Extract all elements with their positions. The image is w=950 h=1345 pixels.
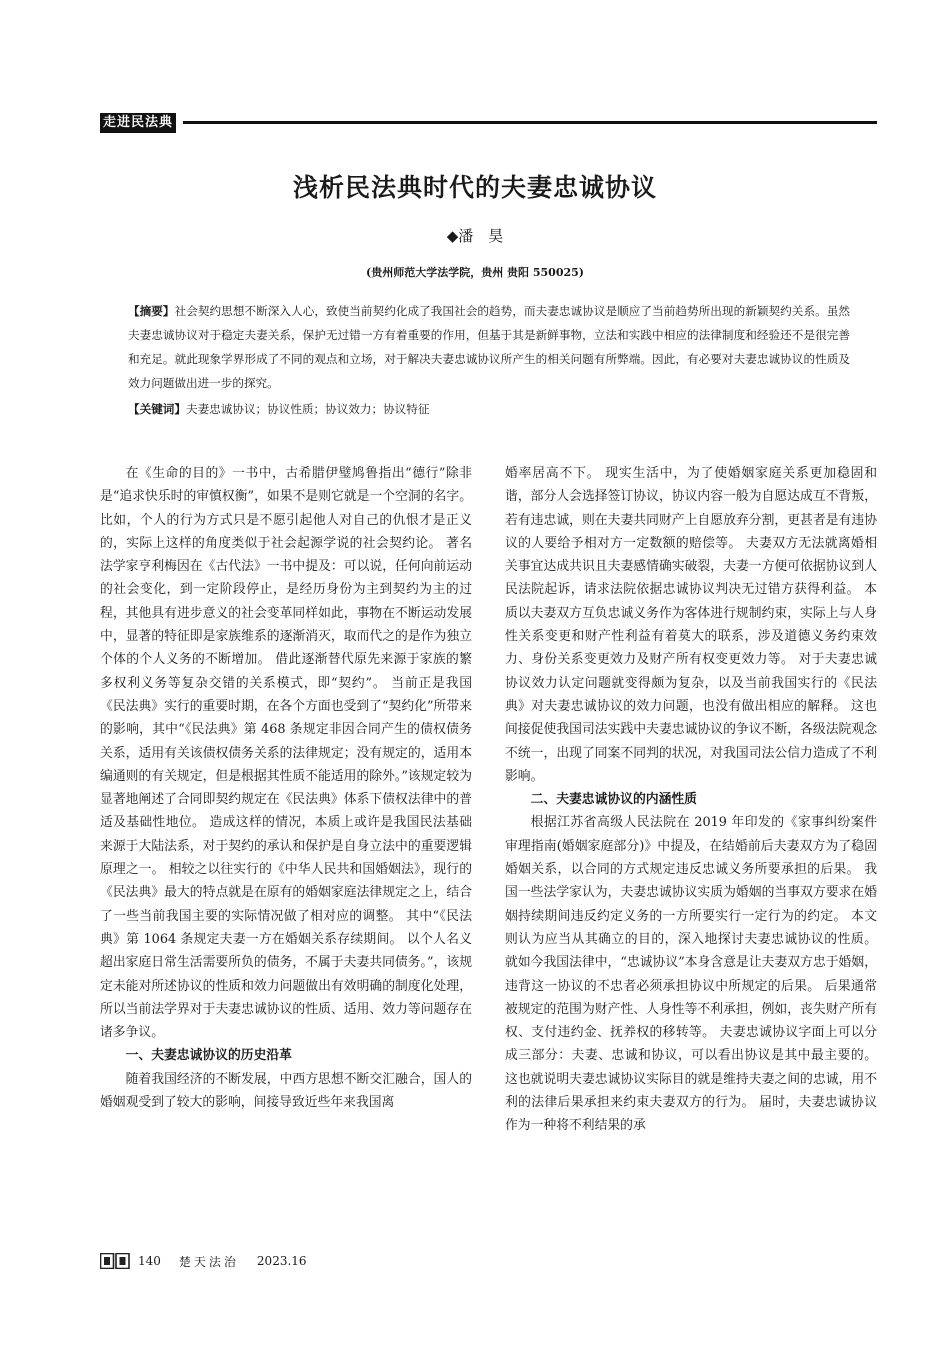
- journal-logo-icon: [100, 1253, 130, 1269]
- left-column: [100, 462, 472, 1114]
- body-paragraph: 在《生命的目的》一书中，古希腊伊璧鸠鲁指出“德行”除非是“追求快乐时的审慎权衡”，如果不是则它就是一个空洞的名字。 比如，个人的行为方式只是不愿引起他人对自己的仇恨才是正义的，实际上这样的角度类似于社会起源学说的社会契约论。 著名法学家亨利梅因在《古代法》一书中提及：可以说，任何向前运动的社会变化，到一定阶段停止，是经历身份为主到契约为主的过程，其他具有进步意义的社会变革同样如此，事物在不断运动发展中，显著的特征即是家族维系的逐渐消灭，取而代之的是作为独立个体的个人义务的不断增加。 借此逐渐替代原先来源于家族的繁多权利义务等复杂交错的关系模式，即“契约”。 当前正是我国《民法典》实行的重要时期，在各个方面也受到了“契约化”所带来的影响，其中“《民法典》第 468 条规定非因合同产生的债权债务关系，适用有关该债权债务关系的法律规定；没有规定的，适用本编通则的有关规定，但是根据其性质不能适用的除外。”该规定较为显著地阐述了合同即契约规定在《民法典》体系下债权法律中的普适及基础性地位。 造成这样的情况，本质上或许是我国民法基础来源于大陆法系，对于契约的承认和保护是自身立法中的重要逻辑原理之一。 相较之以往实行的《中华人民共和国婚姻法》，现行的《民法典》最大的特点就是在原有的婚姻家庭法律规定之上，结合了一些当前我国主要的实际情况做了相对应的调整。 其中“《民法典》第 1064 条规定夫妻一方在婚姻关系存续期间。 以个人名义超出家庭日常生活需要所负的债务，不属于夫妻共同债务。”，该规定未能对所述协议的性质和效力问题做出有效明确的制度化处理，所以当前法学界对于夫妻忠诚协议的性质、适用、效力等问题存在诸多争议。: [100, 466, 472, 1041]
- abstract-text: 社会契约思想不断深入人心，致使当前契约化成了我国社会的趋势，而夫妻忠诚协议是顺应了当前趋势所出现的新颖契约关系。虽然夫妻忠诚协议对于稳定夫妻关系，保护无过错一方有着重要的作用，但基于其是新鲜事物，立法和实践中相应的法律制度和经验还不是很完善和充足。就此现象学界形成了不同的观点和立场，对于解决夫妻忠诚协议所产生的相关问题有所弊端。因此，有必要对夫妻忠诚协议的性质及效力问题做出进一步的探究。: [128, 304, 850, 390]
- author-affiliation: (贵州师范大学法学院，贵州 贵阳 550025): [366, 266, 584, 279]
- publication-name: 楚天法治: [178, 1254, 239, 1269]
- keywords-text: 夫妻忠诚协议；协议性质；协议效力；协议特征: [185, 402, 430, 416]
- section-heading: 二、夫妻忠诚协议的内涵性质: [530, 792, 697, 808]
- keywords-label: 【关键词】: [128, 402, 186, 416]
- page-number: 140: [138, 1254, 161, 1268]
- abstract: [128, 299, 850, 395]
- issue-number: 2023.16: [256, 1254, 307, 1268]
- right-column: [505, 462, 877, 1138]
- abstract-label: 【摘要】: [128, 304, 175, 318]
- page-footer: [100, 1251, 325, 1271]
- body-paragraph: 根据江苏省高级人民法院在 2019 年印发的《家事纠纷案件审理指南(婚姻家庭部分)》中提及，在结婚前后夫妻双方为了稳固婚姻关系，以合同的方式规定违反忠诚义务所要承担的后果。 我国一些法学家认为，夫妻忠诚协议实质为婚姻的当事双方要求在婚姻持续期间违反约定义务的一方所要实行一定行为的约定。 本文则认为应当从其确立的目的，深入地探讨夫妻忠诚协议的性质。 就如今我国法律中，“忠诚协议”本身含意是让夫妻双方忠于婚姻，违背这一协议的不忠者必须承担协议中所规定的后果。 后果通常被规定的范围为财产性、人身性等不利承担，例如，丧失财产所有权、支付违约金、抚养权的移转等。 夫妻忠诚协议字面上可以分成三部分：夫妻、忠诚和协议，可以看出协议是其中最主要的。 这也就说明夫妻忠诚协议实际目的就是维持夫妻之间的忠诚，用不利的法律后果承担来约束夫妻双方的行为。 届时，夫妻忠诚协议作为一种将不利结果的承: [505, 815, 877, 1134]
- article-title: 浅析民法典时代的夫妻忠诚协议: [292, 173, 657, 202]
- body-paragraph: 随着我国经济的不断发展，中西方思想不断交汇融合，国人的婚姻观受到了较大的影响，间接导致近些年来我国离: [100, 1071, 472, 1111]
- section-heading: 一、夫妻忠诚协议的历史沿革: [125, 1048, 292, 1064]
- author-name: ◆潘 昊: [446, 227, 504, 245]
- body-paragraph: 婚率居高不下。 现实生活中，为了使婚姻家庭关系更加稳固和谐，部分人会选择签订协议，协议内容一般为自愿达成互不背叛，若有违忠诚，则在夫妻共同财产上自愿放弃分割，更甚者是有违协议的人要给予相对方一定数额的赔偿等。 夫妻双方无法就离婚相关事宜达成共识且夫妻感情确实破裂，夫妻一方便可依据协议到人民法院起诉，请求法院依据忠诚协议判决无过错方获得利益。 本质以夫妻双方互负忠诚义务作为客体进行规制约束，实际上与人身性关系变更和财产性利益有着莫大的联系，涉及道德义务约束效力、身份关系变更效力及财产所有权变更效力等。 对于夫妻忠诚协议效力认定问题就变得颇为复杂，以及当前我国实行的《民法典》对夫妻忠诚协议的效力问题，也没有做出相应的解释。 这也间接促使我国司法实践中夫妻忠诚协议的争议不断，各级法院观念不统一，出现了同案不同判的状况，对我国司法公信力造成了不利影响。: [505, 466, 877, 784]
- section-label: 走进民法典: [100, 113, 176, 133]
- keywords: [128, 397, 850, 421]
- section-divider: [183, 121, 877, 124]
